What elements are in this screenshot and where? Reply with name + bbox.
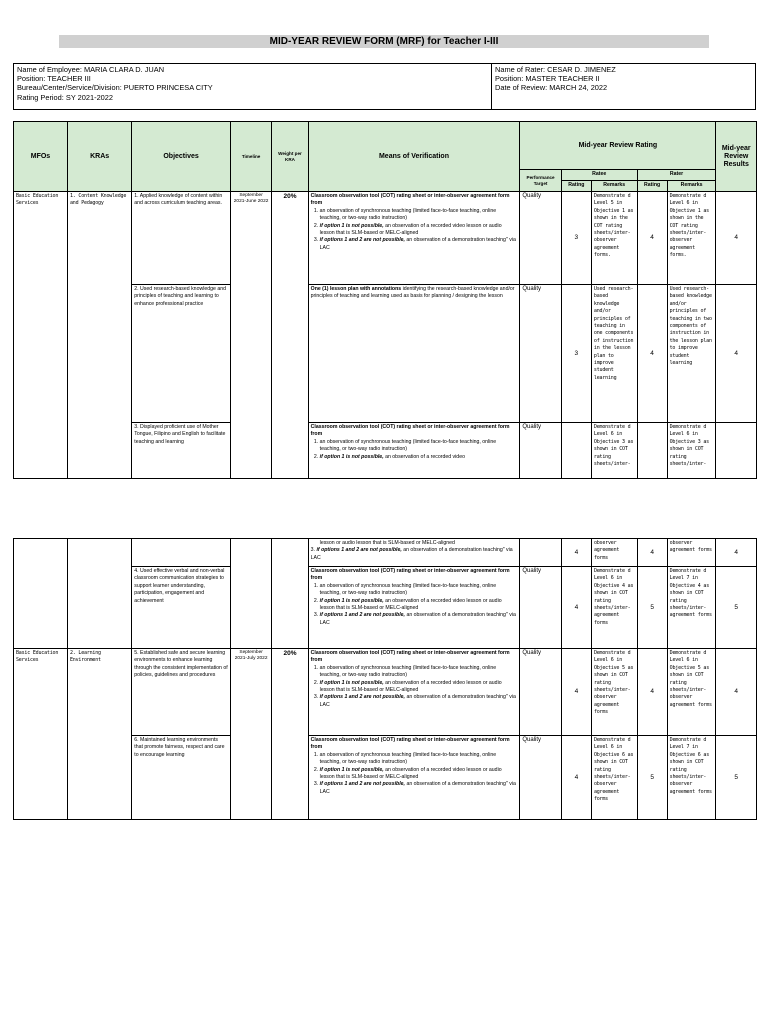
form-title: MID-YEAR REVIEW FORM (MRF) for Teacher I-III [59, 35, 709, 48]
ratee-remarks-cell: observer agreement forms [591, 539, 637, 567]
mfo-cell [14, 539, 68, 649]
mfo-cell: Basic Education Services [14, 649, 68, 820]
header-timeline: Timeline [230, 122, 272, 192]
rater-remarks-cell: observer agreement forms [667, 539, 716, 567]
employee-info-box [13, 63, 756, 110]
ratee-rating-cell: 4 [561, 539, 591, 567]
objective-cell: 5. Established safe and secure learning environments to enhance learning through the consistent implementation of policies, guidelines and procedures [132, 649, 231, 736]
means-item: 3. if options 1 and 2 are not possible, an observation of a demonstration teaching" via LAC [320, 237, 518, 252]
target-cell: Quality [520, 423, 562, 479]
rater-rating-cell: 5 [637, 567, 667, 649]
mfo-cell: Basic Education Services [14, 192, 68, 479]
review-date: Date of Review: MARCH 24, 2022 [495, 83, 608, 93]
header-ratee-rating: Rating [561, 181, 591, 192]
result-cell: 5 [716, 567, 757, 649]
header-kras: KRAs [67, 122, 131, 192]
employee-position: Position: TEACHER III [17, 74, 91, 84]
weight-cell [272, 539, 308, 649]
ratee-rating-cell: 3 [561, 285, 591, 423]
means-item: 1. an observation of synchronous teaching (limited face-to-face teaching, online teaching, or two-way radio instruction) [320, 208, 518, 223]
means-item: 2. if option 1 is not possible, an observation of a recorded video lesson or audio lesson that is SLM-based or MELC-aligned [320, 223, 518, 238]
rater-remarks-cell: Used research-based knowledge and/or principles of teaching in two components of instruction in the lesson plan to improve student learning [667, 285, 716, 423]
rater-remarks-cell: Demonstrate d Level 7 in Objective 6 as shown in COT rating sheets/inter-observer agreement forms [667, 736, 716, 820]
rater-rating-cell: 4 [637, 649, 667, 736]
objective-cell: 6. Maintained learning environments that promote fairness, respect and care to encourage learning [132, 736, 231, 820]
header-means: Means of Verification [308, 122, 520, 192]
header-mfos: MFOs [14, 122, 68, 192]
rater-info [495, 65, 616, 93]
result-cell: 4 [716, 539, 757, 567]
header-objectives: Objectives [132, 122, 231, 192]
means-cell: One (1) lesson plan with annotations identifying the research-based knowledge and/or principles of teaching and learning used as basis for planning / designing the lesson [308, 285, 520, 423]
kra-cell: 1. Content Knowledge and Pedagogy [67, 192, 131, 479]
rater-remarks-cell: Demonstrate d Level 6 in Objective 5 as shown in COT rating sheets/inter-observer agreement forms [667, 649, 716, 736]
target-cell: Quality [520, 192, 562, 285]
rater-name: Name of Rater: CESAR D. JIMENEZ [495, 65, 616, 74]
mrf-table-page1 [13, 121, 757, 479]
rater-rating-cell: 4 [637, 285, 667, 423]
ratee-remarks-cell: Demonstrate d Level 6 in Objective 6 as shown in COT rating sheets/inter-observer agreement forms [591, 736, 637, 820]
objective-cell: 3. Displayed proficient use of Mother Tongue, Filipino and English to facilitate teaching and learning [132, 423, 231, 479]
ratee-rating-cell: 4 [561, 736, 591, 820]
means-cell: Classroom observation tool (COT) rating sheet or inter-observer agreement form from 1. an observation of synchronous teaching (limited face-to-face teaching, online teaching, or two-way radio instruction) 2. if option 1 is not possible, an observation of a recorded video lesson or audio lesson that is SLM-based or MELC-aligned 3. if options 1 and 2 are not possible, an observation of a demonstration teaching" via LAC [308, 736, 520, 820]
header-ratee-remarks: Remarks [591, 181, 637, 192]
means-cell: Classroom observation tool (COT) rating sheet or inter-observer agreement form from 1. an observation of synchronous teaching (limited face-to-face teaching, online teaching, or two-way radio instruction) 2. if option 1 is not possible, an observation of a recorded video [308, 423, 520, 479]
result-cell: 5 [716, 736, 757, 820]
objective-cell [132, 539, 231, 567]
rater-rating-cell: 5 [637, 736, 667, 820]
table-row [14, 192, 757, 285]
mrf-table-page2 [13, 538, 757, 820]
means-cell: lesson or audio lesson that is SLM-based or MELC-aligned 3. if options 1 and 2 are not possible, an observation of a demonstration teaching" via LAC [308, 539, 520, 567]
weight-cell: 20% [272, 192, 308, 479]
target-cell [520, 539, 562, 567]
result-cell [716, 423, 757, 479]
header-ratee: Ratee [561, 170, 637, 181]
header-rater: Rater [637, 170, 716, 181]
rater-position: Position: MASTER TEACHER II [495, 74, 600, 84]
rater-remarks-cell: Demonstrate d Level 6 in Objective 1 as shown in the COT rating sheets/inter-observer agreement forms. [667, 192, 716, 285]
ratee-remarks-cell: Demonstrate d Level 6 in Objective 3 as shown in COT rating sheets/inter- [591, 423, 637, 479]
rater-rating-cell: 4 [637, 539, 667, 567]
header-midyear-results: Mid-year Review Results [716, 122, 757, 192]
kra-cell [67, 539, 131, 649]
means-cell [308, 192, 520, 285]
header-performance-target: Performance Target [520, 170, 562, 192]
info-divider [491, 64, 492, 109]
ratee-remarks-cell: Demonstrate d Level 6 in Objective 5 as shown in COT rating sheets/inter-observer agreement forms [591, 649, 637, 736]
employee-name: Name of Employee: MARIA CLARA D. JUAN [17, 65, 165, 74]
table-row [14, 649, 757, 736]
weight-cell: 20% [272, 649, 308, 820]
means-cell: Classroom observation tool (COT) rating sheet or inter-observer agreement form from 1. an observation of synchronous teaching (limited face-to-face teaching, online teaching, or two-way radio instruction) 2. if option 1 is not possible, an observation of a recorded video lesson or audio lesson that is SLM-based or MELC-aligned 3. if options 1 and 2 are not possible, an observation of a demonstration teaching" via LAC [308, 649, 520, 736]
rater-rating-cell: 4 [637, 192, 667, 285]
rater-remarks-cell: Demonstrate d Level 7 in Objective 4 as shown in COT rating sheets/inter-agreement forms [667, 567, 716, 649]
rater-rating-cell [637, 423, 667, 479]
kra-cell: 2. Learning Environment [67, 649, 131, 820]
table-row [14, 539, 757, 567]
means-cell: Classroom observation tool (COT) rating sheet or inter-observer agreement form from 1. an observation of synchronous teaching (limited face-to-face teaching, online teaching, or two-way radio instruction) 2. if option 1 is not possible, an observation of a recorded video lesson or audio lesson that is SLM-based or MELC-aligned 3. if options 1 and 2 are not possible, an observation of a demonstration teaching" via LAC [308, 567, 520, 649]
rating-period: Rating Period: SY 2021-2022 [17, 92, 114, 102]
result-cell: 4 [716, 285, 757, 423]
result-cell: 4 [716, 192, 757, 285]
ratee-rating-cell: 3 [561, 192, 591, 285]
header-midyear-rating: Mid-year Review Rating [520, 122, 716, 170]
objective-cell: 2. Used research-based knowledge and principles of teaching and learning to enhance professional practice [132, 285, 231, 423]
header-rater-remarks: Remarks [667, 181, 716, 192]
target-cell: Quality [520, 649, 562, 736]
employee-bureau: Bureau/Center/Service/Division: PUERTO PRINCESA CITY [17, 83, 213, 93]
ratee-remarks-cell: Used research-based knowledge and/or principles of teaching in one components of instruction in the lesson plan to improve student learning [591, 285, 637, 423]
header-rater-rating: Rating [637, 181, 667, 192]
ratee-rating-cell: 4 [561, 649, 591, 736]
target-cell: Quality [520, 567, 562, 649]
timeline-cell: September 2021-June 2022 [230, 192, 272, 479]
objective-cell: 4. Used effective verbal and non-verbal classroom communication strategies to support learner understanding, participation, engagement and achievement [132, 567, 231, 649]
header-weight: Weight per KRA [272, 122, 308, 192]
rater-remarks-cell: Demonstrate d Level 6 in Objective 3 as shown in COT rating sheets/inter- [667, 423, 716, 479]
ratee-remarks-cell: Demonstrate d Level 5 in Objective 1 as shown in the COT rating sheets/inter-observer agreement forms. [591, 192, 637, 285]
objective-cell: 1. Applied knowledge of content within and across curriculum teaching areas. [132, 192, 231, 285]
employee-info [17, 65, 213, 102]
target-cell: Quality [520, 736, 562, 820]
ratee-rating-cell [561, 423, 591, 479]
means-title: Classroom observation tool (COT) rating sheet or inter-observer agreement form from [310, 193, 510, 207]
result-cell: 4 [716, 649, 757, 736]
target-cell: Quality [520, 285, 562, 423]
ratee-rating-cell: 4 [561, 567, 591, 649]
ratee-remarks-cell: Demonstrate d Level 6 in Objective 4 as shown in COT rating sheets/inter-agreement forms [591, 567, 637, 649]
timeline-cell [230, 539, 272, 649]
timeline-cell: September 2021-July 2022 [230, 649, 272, 820]
